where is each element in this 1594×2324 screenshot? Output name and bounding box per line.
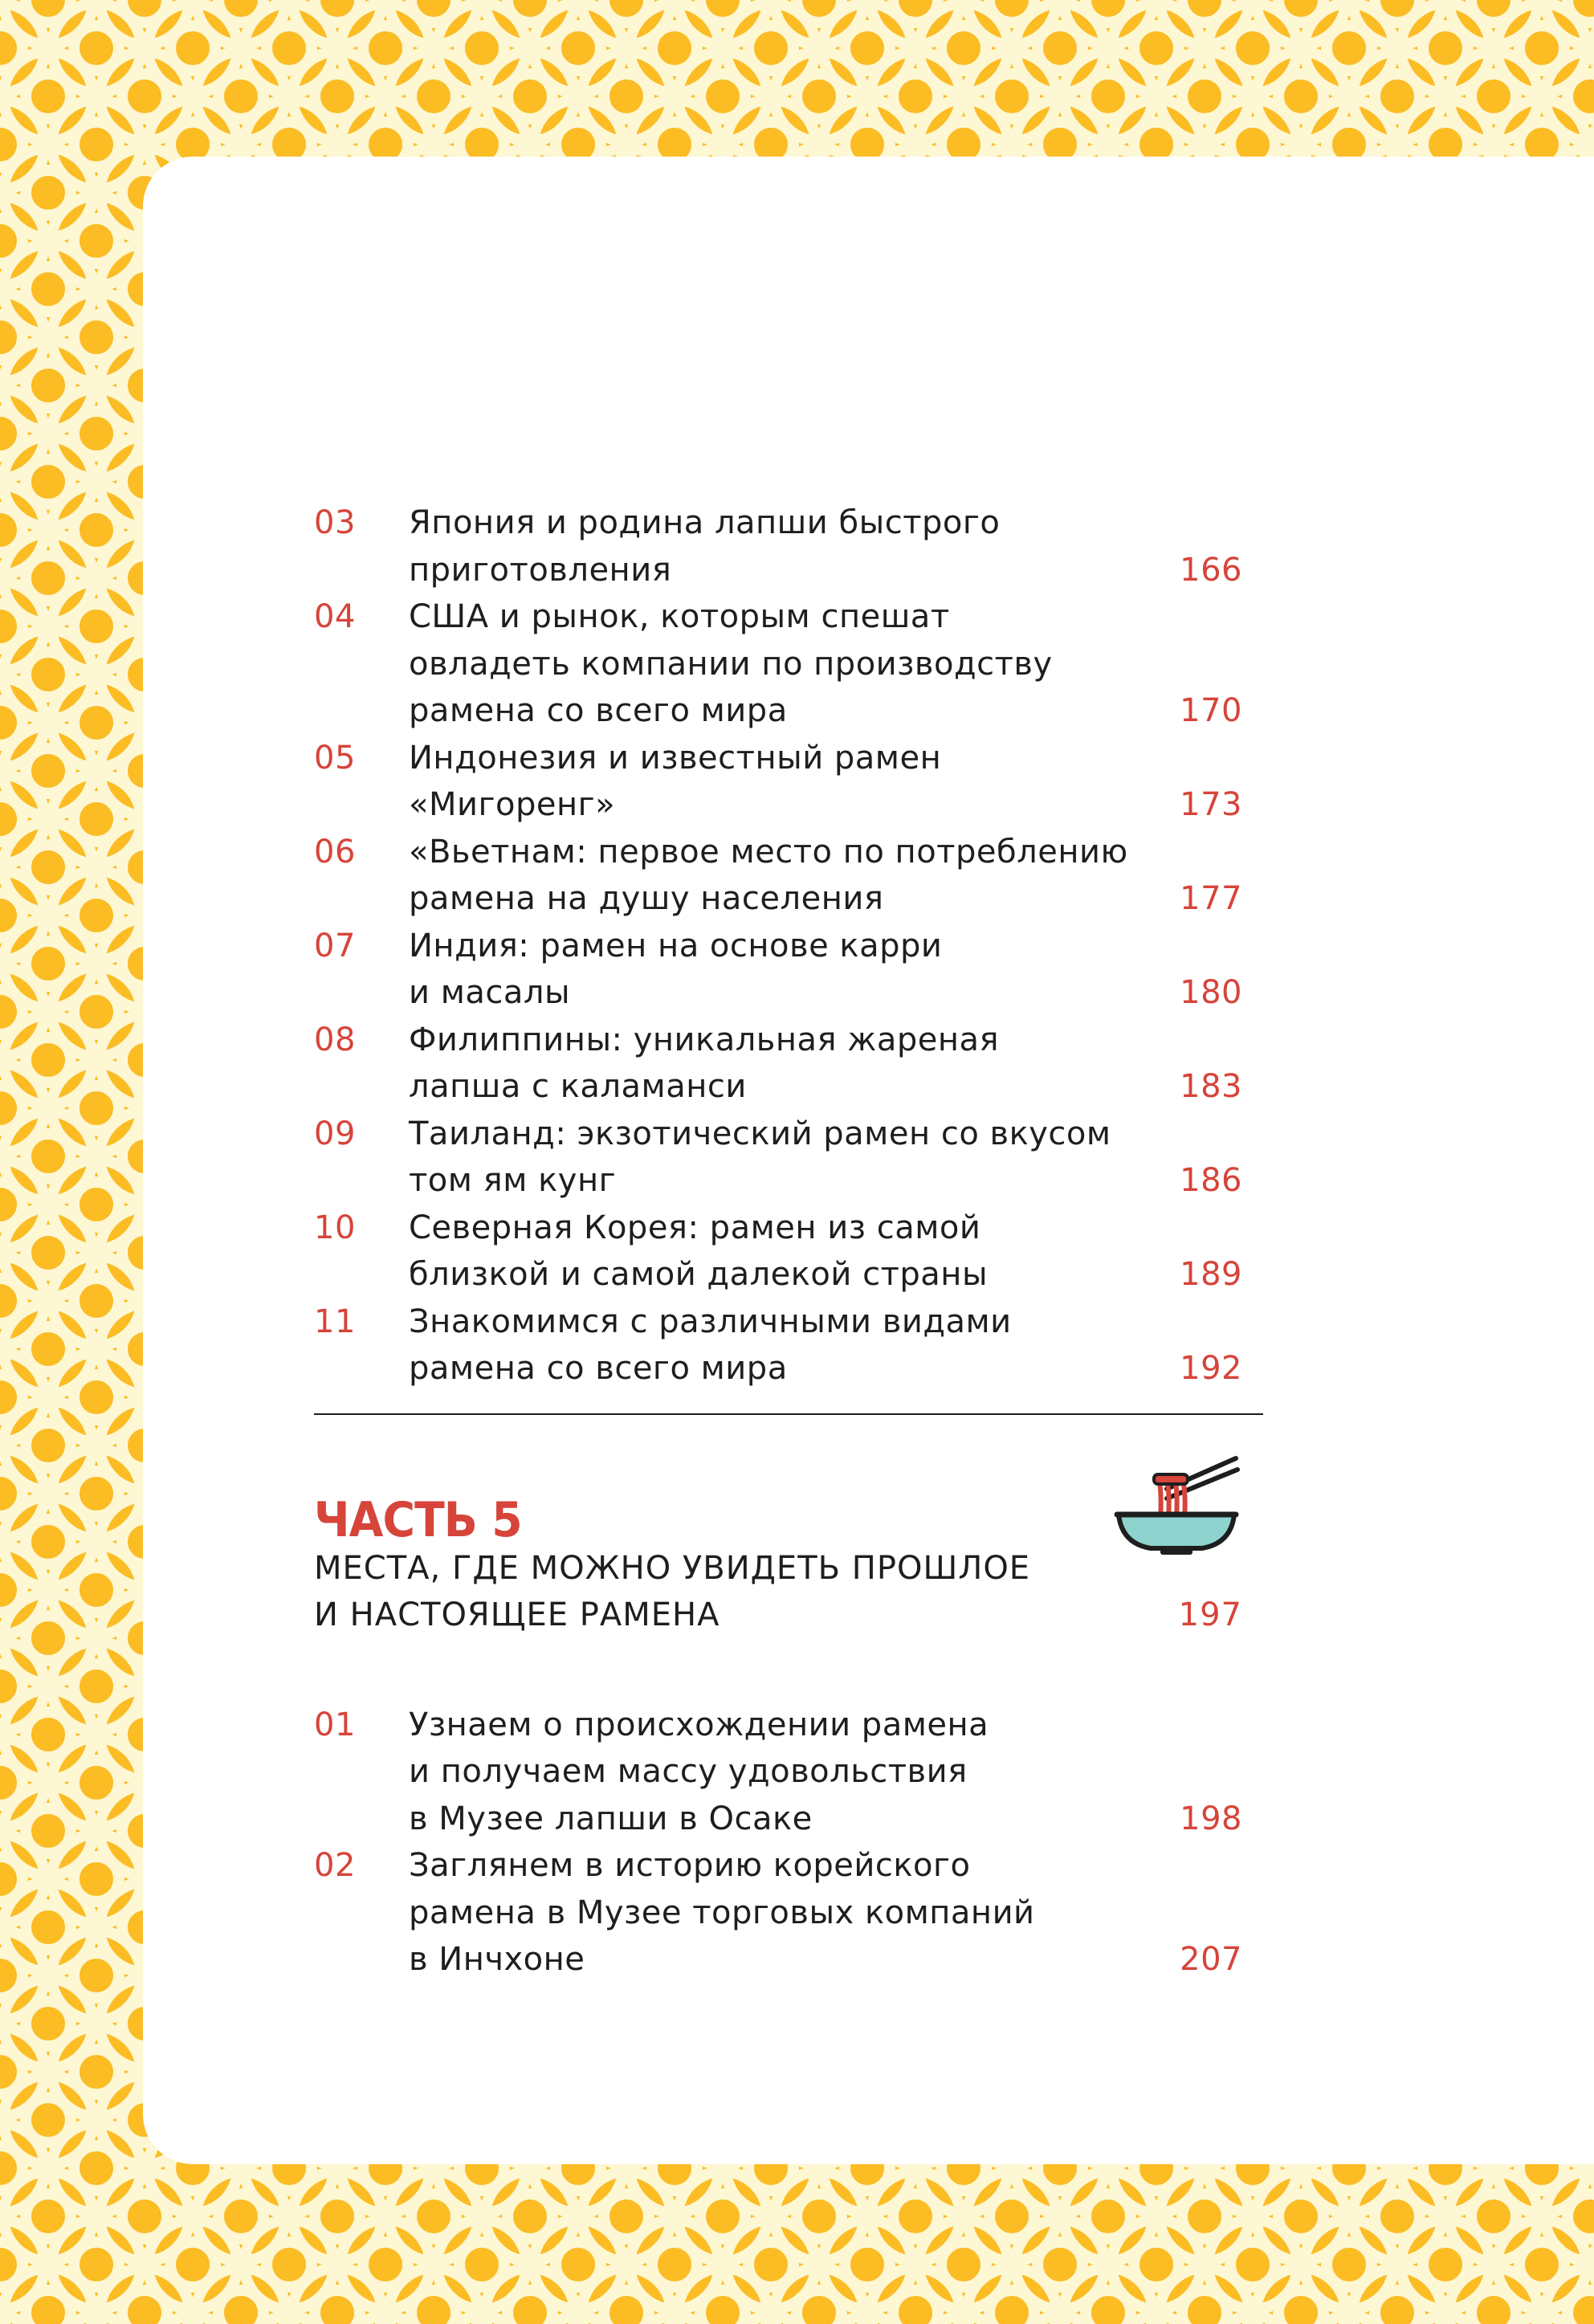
table-of-contents bbox=[314, 499, 1263, 1984]
chapter-number: 02 bbox=[314, 1847, 356, 1884]
section-title: МЕСТА, ГДЕ МОЖНО УВИДЕТЬ ПРОШЛОЕ И НАСТОЯЩЕЕ РАМЕНА bbox=[314, 1549, 1031, 1633]
toc-part-5-list bbox=[314, 1702, 1263, 1984]
toc-part-4-list bbox=[314, 499, 1263, 1392]
page-number: 180 bbox=[1180, 974, 1242, 1011]
toc-entry[interactable] bbox=[314, 1702, 1263, 1843]
page-number: 207 bbox=[1180, 1941, 1242, 1978]
chapter-title: Северная Корея: рамен из самой близкой и самой далекой страны bbox=[409, 1209, 989, 1293]
chapter-number: 10 bbox=[314, 1209, 356, 1246]
toc-entry[interactable] bbox=[314, 735, 1263, 829]
chapter-title: Индонезия и известный рамен «Мигоренг» bbox=[409, 739, 942, 823]
toc-entry[interactable] bbox=[314, 499, 1263, 593]
toc-entry[interactable] bbox=[314, 1299, 1263, 1392]
page-number: 189 bbox=[1180, 1256, 1242, 1293]
chapter-number: 04 bbox=[314, 598, 356, 635]
part-5-section bbox=[314, 1545, 1263, 1639]
chapter-number: 01 bbox=[314, 1706, 356, 1743]
section-page-number: 197 bbox=[1178, 1596, 1242, 1633]
page-number: 192 bbox=[1180, 1350, 1242, 1387]
toc-entry[interactable] bbox=[314, 923, 1263, 1017]
chapter-title: «Вьетнам: первое место по потреблению рамена на душу населения bbox=[409, 833, 1128, 917]
part-5-header bbox=[314, 1415, 1263, 1548]
chapter-title: Филиппины: уникальная жареная лапша с каламанси bbox=[409, 1021, 1000, 1105]
toc-entry[interactable] bbox=[314, 829, 1263, 923]
chapter-number: 07 bbox=[314, 927, 356, 964]
chapter-title: США и рынок, которым спешат овладеть компании по производству рамена со всего мира bbox=[409, 598, 1053, 729]
toc-entry[interactable] bbox=[314, 1111, 1263, 1205]
toc-entry[interactable] bbox=[314, 1842, 1263, 1984]
part-label: ЧАСТЬ 5 bbox=[314, 1491, 522, 1548]
chapter-number: 08 bbox=[314, 1021, 356, 1058]
chapter-title: Заглянем в историю корейского рамена в Музее торговых компаний в Инчхоне bbox=[409, 1847, 1035, 1978]
chapter-number: 11 bbox=[314, 1303, 356, 1340]
page-number: 170 bbox=[1180, 692, 1242, 729]
chapter-title: Таиланд: экзотический рамен со вкусом том ям кунг bbox=[409, 1115, 1111, 1199]
page-number: 198 bbox=[1180, 1800, 1242, 1837]
page-number: 186 bbox=[1180, 1162, 1242, 1199]
ramen-bowl-icon bbox=[1114, 1454, 1242, 1558]
chapter-title: Япония и родина лапши быстрого приготовления bbox=[409, 504, 1001, 589]
chapter-number: 06 bbox=[314, 833, 356, 870]
toc-entry[interactable] bbox=[314, 593, 1263, 735]
page-number: 173 bbox=[1180, 786, 1242, 823]
chapter-number: 09 bbox=[314, 1115, 356, 1152]
chapter-title: Знакомимся с различными видами рамена со всего мира bbox=[409, 1303, 1012, 1387]
toc-entry[interactable] bbox=[314, 1017, 1263, 1111]
chapter-number: 05 bbox=[314, 739, 356, 777]
page-number: 183 bbox=[1180, 1068, 1242, 1105]
page-number: 166 bbox=[1180, 551, 1242, 589]
chapter-title: Узнаем о происхождении рамена и получаем массу удовольствия в Музее лапши в Осаке bbox=[409, 1706, 989, 1837]
toc-entry[interactable] bbox=[314, 1205, 1263, 1299]
chapter-number: 03 bbox=[314, 504, 356, 541]
page-number: 177 bbox=[1180, 880, 1242, 917]
chapter-title: Индия: рамен на основе карри и масалы bbox=[409, 927, 943, 1011]
